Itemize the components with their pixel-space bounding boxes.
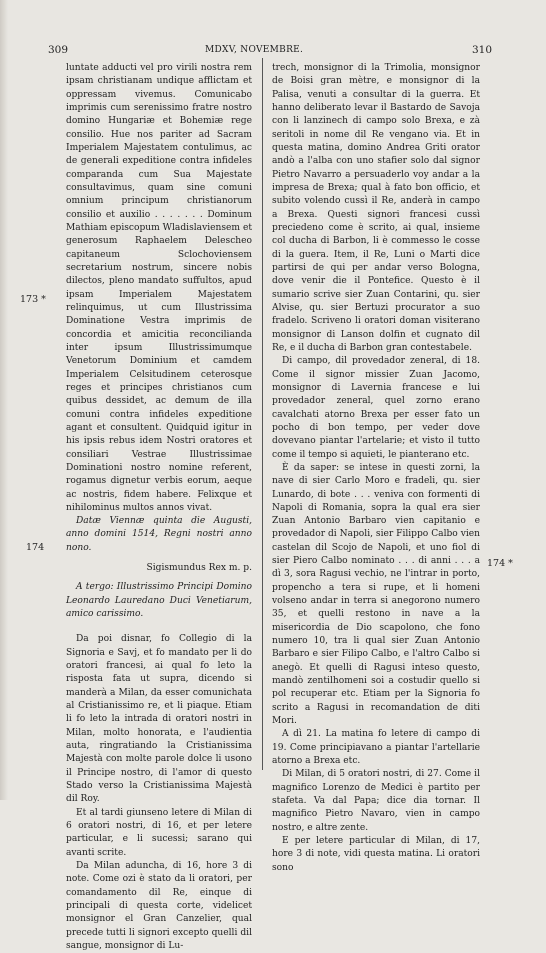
page-edge bbox=[0, 0, 8, 800]
column-divider bbox=[262, 58, 263, 770]
latin-letter-body: luntate adducti vel pro virili nostra rem ipsam christianam undique afflictam et oppressam vivemus. Comunicabo imprimis cum serenissimo fratre nostro domino Hungariæ et Bohemiæ rege consilio. Hue nos pariter ad Sacram Imperialem Majestatem contulimus, ac de generali expeditione contra infideles comparanda cum Sua Majestate consultavimus, quam sine comuni omnium principum christianorum consilio et auxilio . . . . . . . Dominum Mathiam episcopum Wladislaviensem et generosum Raphaelem Delescheo capitaneum Sclochoviensem secretarium nostrum, sincere nobis dilectos, pleno mandato suffultos, apud ipsam Imperialem Majestatem relinquimus, ut cum Illustrissima Dominatione Vestra imprimis de concordia et amicitia reconcilianda inter ipsum Illustrissimumque Venetorum Dominium et camdem Imperialem Celsitudinem ceterosque reges et principes christianos cum quibus dessidet, ac demum de illa comuni contra infideles expeditione agant et consultent. Quidquid igitur in his ipsis rebus idem Nostri oratores et consiliari Vestrae Illustrissimae Dominationi nostro nomine referent, rogamus dignetur verbis eorum, aeque ac nostris, fidem habere. Felixque et nihilominus multos annos vivat. bbox=[66, 63, 252, 513]
letter-dating: Datæ Viennæ quinta die Augusti, anno domini 1514, Regni nostri anno nono. bbox=[66, 516, 252, 553]
paragraph: Di campo, dil provedador zeneral, di 18. Come il signor missier Zuan Jacomo, monsignor di Lavernia francese e lui provedador zeneral, quel zorno erano cavalchati atorno Brexa per esser fato un pocho di bon tempo, per veder dove dovevano piantar l'artelarie; et visto il tutto come il tempo si aquieti, le pianterano etc. bbox=[272, 356, 480, 460]
page-header bbox=[0, 44, 546, 58]
paragraph: A dì 21. La matina fo letere di campo di 19. Come principiavano a piantar l'artellarie atorno a Brexa etc. bbox=[272, 729, 480, 767]
paragraph: Da poi disnar, fo Collegio di la Signoria e Savj, et fo mandato per li do oratori francesi, ai qual fo leto la risposta fata ut supra, dicendo si manderà a Milan, da esser comunichata al Cristianissimo re, et li piaque. Etiam li fo leto la intrada di oratori nostri in Milan, molto honorata, e l'audientia auta, ringratiando la Cristianissima Majestà con molte parole dolce li usono il Principe nostro, di l'amor di questo Stado verso la Cristianissima Majestà dil Roy. bbox=[66, 634, 252, 805]
paragraph: È da saper: se intese in questi zorni, la nave di sier Carlo Moro e fradeli, qu. sier Lunardo, di bote . . . veniva con formenti di Napoli di Romania, sopra la qual era sier Zuan Antonio Barbaro vien capitanio e provedador di Napoli, sier Filippo Calbo vien castelan dil Scojo de Napoli, et uno fiol di sier Piero Calbo nominato . . . di anni . . . a dì 3, sora Ragusi vechio, ne l'intrar in porto, propencho a tera si rupe, et li homeni volseno andar in terra si anegorono numero 35, et quelli restono in nave a la misericordia de Dio scapolono, che fono numero 10, tra li qual sier Zuan Antonio Barbaro e sier Filipo Calbo, e l'altro Calbo si anegò. Et quelli di Ragusi inteso questo, mandò zentilhomeni soi a costudir quello si pol recuperar etc. Etiam per la Signoria fo scrito a Ragusi in recomandation de diti Mori. bbox=[272, 462, 480, 727]
letter-address: A tergo: Illustrissimo Principi Domino Leonardo Lauredano Duci Venetiarum, amico carissimo. bbox=[66, 582, 252, 620]
paragraph: E per letere particular di Milan, di 17, hore 3 di note, vidi questa matina. Li oratori sono bbox=[272, 836, 480, 873]
left-column bbox=[66, 62, 252, 953]
page-number-right: 310 bbox=[471, 44, 492, 56]
right-column bbox=[272, 62, 480, 875]
paragraph: Da Milan adunchа, di 16, hore 3 di note. Come ozi è stato da li oratori, per comandamento dil Re, einque di principali di questa corte, videlicet monsignor el Gran Canzelier, qual precede tutti li signori excepto quelli dil sangue, monsignor di Lu- bbox=[66, 861, 252, 951]
running-title: MDXV, NOVEMBRE. bbox=[205, 45, 304, 55]
margin-number: 174 bbox=[26, 542, 45, 553]
paragraph: trech, monsignor di la Trimolia, monsignor de Boisi gran mètre, e monsignor di la Palisa, venuti a consultar di la guerra. Et hanno deliberato levar il Bastardo de Savoja con li lanzinech di campo solo Brexa, e zà seritoli in nome dil Re vengano via. Et in questa matina, domino Andrea Griti orator andò a l'alba con uno stafier solo dal signor Pietro Navarro a persuaderlo voy andar a la impresa de Brexa; qual à fato bon officio, et subito volendo cussì il Re, anderà in campo a Brexa. Questi signori francesi cussì preciedeno come è scrito, ai qual, insieme col ducha di Barbon, li è commesso le cosse di la guera. Item, il Re, Luni o Marti dice partirsi de qui per andar verso Bologna, dove venir die il Pontefice. Questo è il sumario scrive sier Zuan Contarini, qu. sier Alvise, qu. sier Bertuzi procurator a suo fradelo. Scriveno li oratori doman visiterano monsignor di Lanson dolfin et cugnato dil Re, e il ducha di Barbon gran contestabele. bbox=[272, 63, 480, 353]
margin-number: 173 * bbox=[20, 294, 46, 305]
paragraph: Et al tardi giunseno letere di Milan di 6 oratori nostri, di 16, et per letere particular, e li sucessi; sarano qui avanti scrite. bbox=[66, 807, 252, 858]
margin-number: 174 * bbox=[487, 558, 513, 569]
page-number-left: 309 bbox=[48, 44, 69, 56]
letter-signature: Sigismundus Rex m. p. bbox=[146, 563, 252, 574]
paragraph: Di Milan, di 5 oratori nostri, di 27. Come il magnifico Lorenzo de Medici è partito per stafeta. Va dal Papa; dice dia tornar. Il magnifico Pietro Navaro, vien in campo nostro, e altre zente. bbox=[272, 769, 480, 833]
